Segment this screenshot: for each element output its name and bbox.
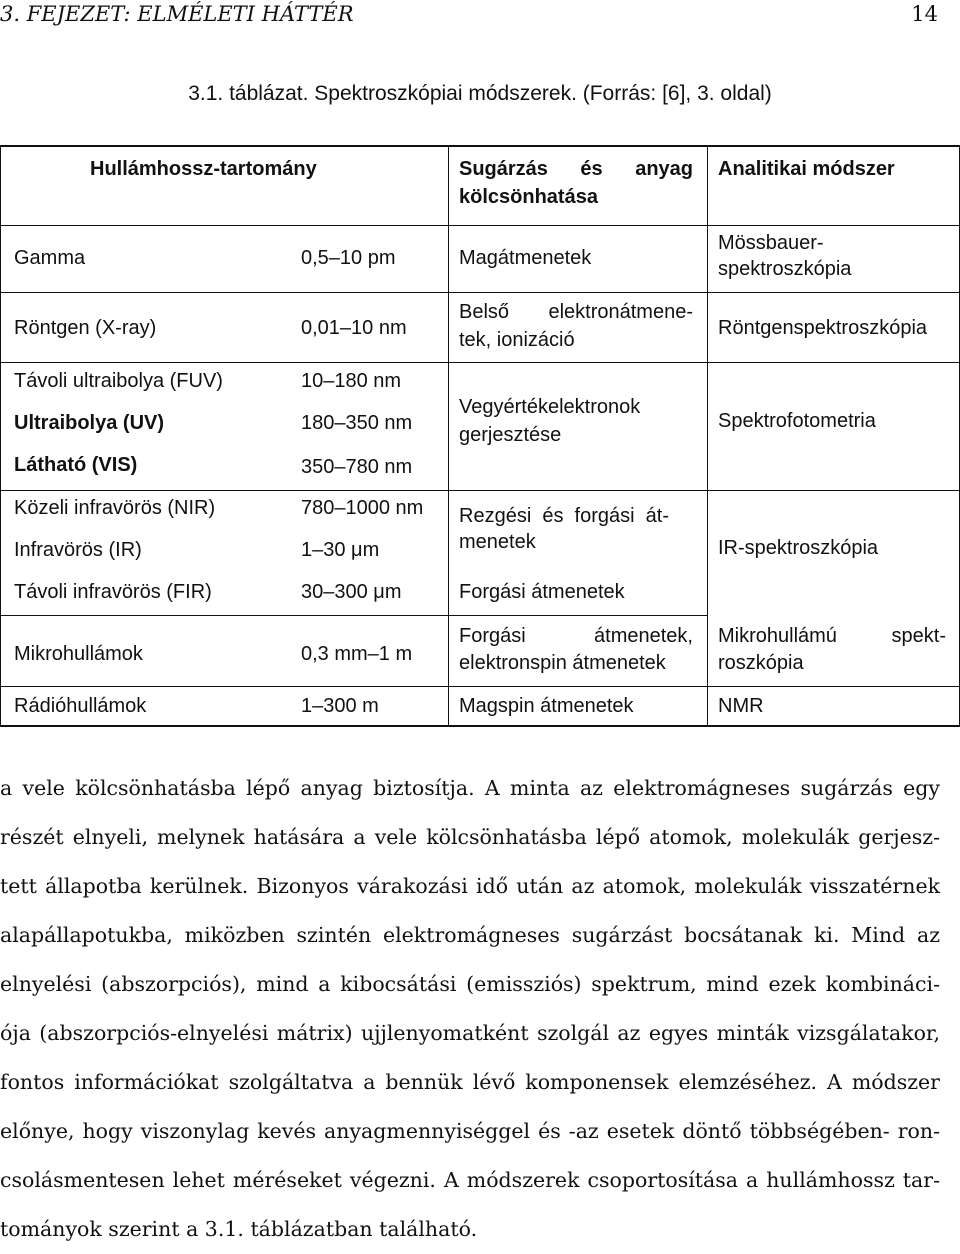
- row-uv-range: 180–350 nm: [301, 412, 413, 434]
- row-vis-name: Látható (VIS): [14, 454, 138, 476]
- row-divider: [0, 490, 960, 491]
- row-fuv-name: Távoli ultraibolya (FUV): [14, 370, 223, 392]
- paragraph-line: a vele kölcsönhatásba lépő anyag biztosítja. A minta az elektromágneses sugárzás egy: [0, 776, 940, 800]
- paragraph-line: előnye, hogy viszonylag kevés anyagmennyiséggel és -az esetek döntő többségében- ron-: [0, 1119, 940, 1143]
- row-xray-range: 0,01–10 nm: [301, 317, 407, 339]
- row-gamma-interaction: Magátmenetek: [459, 247, 592, 269]
- paragraph-line: tományok szerint a 3.1. táblázatban található.: [0, 1217, 478, 1241]
- paragraph-line: fontos információkat szolgáltatva a bennük lévő komponensek elemzéséhez. A módszer: [0, 1070, 940, 1094]
- row-gamma-name: Gamma: [14, 247, 86, 269]
- body-paragraph: [0, 764, 940, 1254]
- paragraph-line: részét elnyeli, melynek hatására a vele kölcsönhatásba lépő atomok, molekulák gerjesz-: [0, 825, 940, 849]
- row-divider: [0, 686, 960, 687]
- row-microwave-interaction-line1: Forgási átmenetek,: [459, 625, 693, 647]
- chapter-header: 3. FEJEZET: ELMÉLETI HÁTTÉR: [0, 2, 354, 26]
- row-uv-name: Ultraibolya (UV): [14, 412, 165, 434]
- row-fir-interaction: Forgási átmenetek: [459, 581, 625, 603]
- table-bottom-rule: [0, 725, 960, 727]
- row-nir-name: Közeli infravörös (NIR): [14, 497, 216, 519]
- row-xray-interaction-line2: tek, ionizáció: [459, 329, 575, 351]
- row-radio-name: Rádióhullámok: [14, 695, 147, 717]
- paragraph-line: alapállapotukba, miközben szintén elektromágneses sugárzást bocsátanak ki. Mind az: [0, 923, 940, 947]
- row-xray-interaction-line1: Belső elektronátmene-: [459, 301, 693, 323]
- header-interaction-line1: Sugárzás és anyag: [459, 158, 693, 180]
- header-wavelength: Hullámhossz-tartomány: [90, 158, 317, 180]
- row-nir-interaction-line1: Rezgési és forgási át-: [459, 505, 669, 527]
- page-number: 14: [911, 2, 938, 26]
- row-gamma-method-line1: Mössbauer-: [718, 232, 824, 254]
- row-radio-interaction: Magspin átmenetek: [459, 695, 634, 717]
- row-microwave-name: Mikrohullámok: [14, 643, 143, 665]
- row-microwave-interaction-line2: elektronspin átmenetek: [459, 652, 666, 674]
- header-interaction-line2: kölcsönhatása: [459, 186, 598, 208]
- row-divider: [0, 225, 960, 226]
- row-microwave-method-line1: Mikrohullámú spekt-: [718, 625, 946, 647]
- row-radio-range: 1–300 m: [301, 695, 379, 717]
- row-ir-method: IR-spektroszkópia: [718, 537, 879, 559]
- row-uv-method: Spektrofotometria: [718, 410, 876, 432]
- row-divider: [0, 615, 707, 616]
- row-xray-method: Röntgenspektroszkópia: [718, 317, 928, 339]
- row-fir-range: 30–300 μm: [301, 581, 402, 603]
- paragraph-line: ója (abszorpciós-elnyelési mátrix) ujjlenyomatként szolgál az egyes minták vizsgálatakor,: [0, 1021, 940, 1045]
- row-fir-name: Távoli infravörös (FIR): [14, 581, 212, 603]
- row-fuv-range: 10–180 nm: [301, 370, 402, 392]
- row-uv-interaction-line2: gerjesztése: [459, 424, 562, 446]
- table-caption: 3.1. táblázat. Spektroszkópiai módszerek. (Forrás: [6], 3. oldal): [188, 82, 772, 105]
- row-ir-range: 1–30 μm: [301, 539, 380, 561]
- paragraph-line: elnyelési (abszorpciós), mind a kibocsátási (emissziós) spektrum, mind ezek kombináci-: [0, 972, 940, 996]
- row-divider: [0, 292, 960, 293]
- table-top-rule: [0, 145, 960, 147]
- column-divider: [707, 145, 708, 727]
- paragraph-line: tett állapotba kerülnek. Bizonyos várakozási idő után az atomok, molekulák visszatérnek: [0, 874, 940, 898]
- row-radio-method: NMR: [718, 695, 764, 717]
- row-microwave-method-line2: roszkópia: [718, 652, 804, 674]
- row-microwave-range: 0,3 mm–1 m: [301, 643, 413, 665]
- row-nir-interaction-line2: menetek: [459, 531, 536, 553]
- row-xray-name: Röntgen (X-ray): [14, 317, 157, 339]
- row-ir-name: Infravörös (IR): [14, 539, 142, 561]
- paragraph-line: csolásmentesen lehet méréseket végezni. A módszerek csoportosítása a hullámhossz tar-: [0, 1168, 940, 1192]
- column-divider: [448, 145, 449, 727]
- row-gamma-method-line2: spektroszkópia: [718, 258, 852, 280]
- row-nir-range: 780–1000 nm: [301, 497, 424, 519]
- row-divider: [0, 362, 960, 363]
- row-vis-range: 350–780 nm: [301, 456, 413, 478]
- header-method: Analitikai módszer: [718, 158, 895, 180]
- row-uv-interaction-line1: Vegyértékelektronok: [459, 396, 641, 418]
- row-gamma-range: 0,5–10 pm: [301, 247, 396, 269]
- column-divider: [0, 145, 1, 727]
